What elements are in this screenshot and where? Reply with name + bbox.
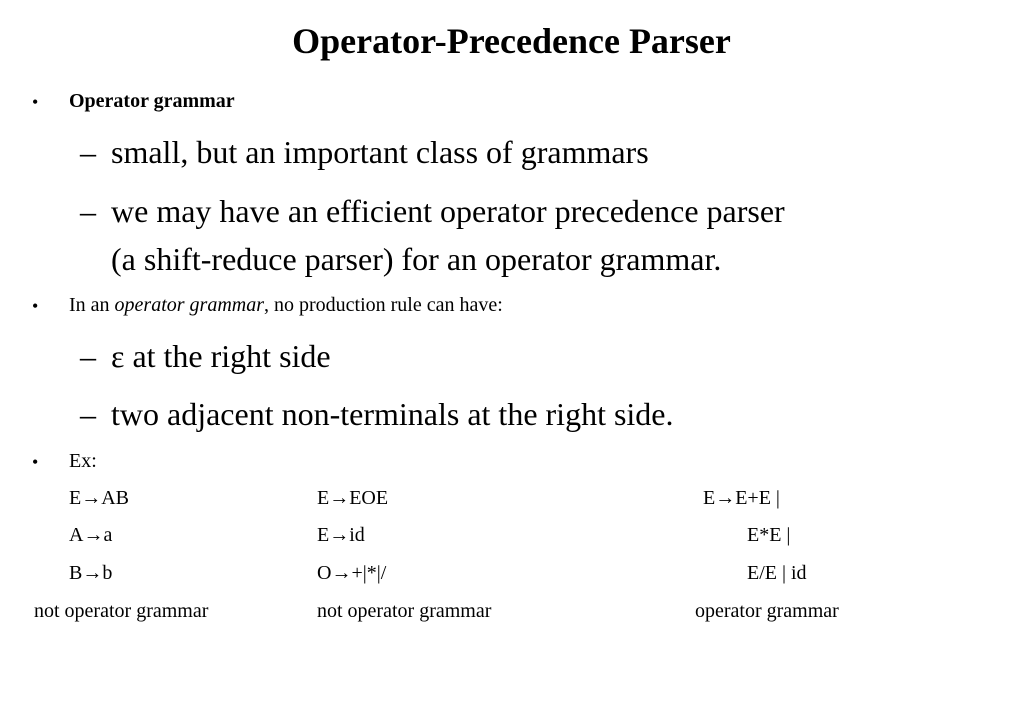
- bullet-operator-grammar: Operator grammar: [69, 90, 235, 112]
- bullet-text-after: , no production rule can have:: [264, 294, 503, 316]
- example-rule: A→a: [69, 524, 113, 546]
- example-rule: E→E+E |: [703, 487, 780, 509]
- subitem-small-class: small, but an important class of grammars: [111, 134, 649, 170]
- bullet-italic-term: operator grammar: [114, 294, 264, 316]
- example-label: operator grammar: [695, 600, 839, 622]
- example-rule: E→EOE: [317, 487, 389, 509]
- bullet-marker: •: [32, 92, 39, 112]
- example-label: not operator grammar: [34, 600, 209, 622]
- example-rule: B→b: [69, 562, 113, 584]
- bullet-marker: •: [32, 296, 39, 316]
- example-rule: E→id: [317, 524, 365, 546]
- bullet-example: Ex:: [69, 450, 97, 472]
- bullet-text-before: In an: [69, 294, 115, 316]
- example-rule: O→+|*|/: [317, 562, 387, 584]
- subitem-efficient-parser: we may have an efficient operator precedence parser: [111, 193, 785, 229]
- subitem-efficient-parser-cont: (a shift-reduce parser) for an operator grammar.: [111, 241, 722, 277]
- slide-title: Operator-Precedence Parser: [292, 21, 731, 61]
- dash-marker: –: [80, 134, 96, 170]
- example-rule: E/E | id: [747, 562, 807, 584]
- dash-marker: –: [80, 396, 96, 432]
- dash-marker: –: [80, 193, 96, 229]
- example-rule: E*E |: [747, 524, 791, 546]
- example-label: not operator grammar: [317, 600, 492, 622]
- subitem-epsilon: ε at the right side: [111, 338, 331, 374]
- bullet-marker: •: [32, 452, 39, 472]
- subitem-adjacent-nonterminals: two adjacent non-terminals at the right side.: [111, 396, 674, 432]
- bullet-no-production-rule: [69, 294, 503, 317]
- example-rule: E→AB: [69, 487, 129, 509]
- dash-marker: –: [80, 338, 96, 374]
